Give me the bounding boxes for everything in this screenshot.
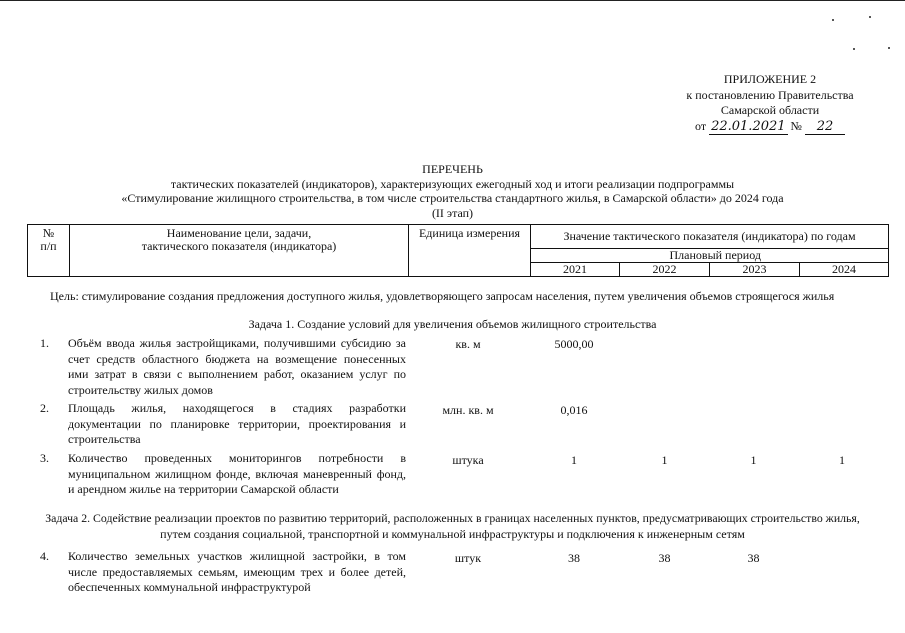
task2-title-cont: путем создания социальной, транспортной и коммунальной инфраструктуры и подключения к инженерным сетям	[160, 527, 745, 541]
header-name	[70, 225, 409, 277]
row-value-2023: 38	[747, 551, 760, 565]
row-value-2023: 1	[750, 453, 757, 467]
row-unit: кв. м	[455, 337, 481, 351]
title-stage: (II этап)	[431, 205, 474, 220]
number-sign: №	[790, 118, 802, 133]
row-indicator-text: Количество проведенных мониторингов потребности в муниципальном жилищном фонде, включая маневренный фонд, и арендном жилье на территории Самарской области	[68, 451, 406, 496]
row-number: 1.	[40, 336, 49, 350]
row-value-2022: 38	[658, 551, 671, 565]
goal-line: Цель: стимулирование создания предложения доступного жилья, удовлетворяющего запросам населения, путем увеличения объемов строящегося жилья	[50, 289, 835, 303]
row-number: 4.	[40, 549, 49, 563]
scan-speck	[888, 47, 890, 49]
header-year-2022: 2022	[620, 263, 710, 277]
header-unit: Единица измерения	[409, 225, 531, 277]
scan-speck	[853, 48, 855, 50]
row-indicator-text: Количество земельных участков жилищной застройки, в том числе предоставляемых семьям, имеющим трех и более детей, обеспеченных коммунальной инфраструктурой	[68, 549, 406, 594]
appendix-region: Самарской области	[720, 103, 820, 117]
header-num-line: п/п	[40, 239, 57, 253]
title-line: «Стимулирование жилищного строительства, в том числе строительства стандартного жилья, в Самарской области» до 2024 года	[121, 191, 784, 205]
row-value-2024: 1	[839, 453, 845, 467]
row-number: 2.	[40, 401, 49, 415]
task2-title: Задача 2. Содействие реализации проектов по развитию территорий, расположенных в границах населенных пунктов, предусматривающих строительство жилья,	[45, 511, 860, 525]
title-line: тактических показателей (индикаторов), характеризующих ежегодный ход и итоги реализации подпрограммы	[170, 176, 735, 191]
appendix-block	[640, 72, 900, 135]
header-num-line: №	[42, 226, 55, 240]
row-indicator-text: Площадь жилья, находящегося в стадиях разработки документации по планировке территории, проектирования и строительства	[68, 401, 406, 446]
handwritten-number: 22	[805, 119, 845, 136]
handwritten-date: 22.01.2021	[711, 118, 786, 134]
header-year-2023: 2023	[710, 263, 800, 277]
header-num	[28, 225, 70, 277]
row-value-2021: 0,016	[560, 403, 588, 417]
header-year-2024: 2024	[800, 263, 889, 277]
header-values: Значение тактического показателя (индикатора) по годам	[531, 225, 889, 249]
appendix-date-line	[640, 119, 900, 136]
row-unit: штук	[454, 551, 482, 565]
row-number: 3.	[40, 451, 49, 465]
header-name-line: тактического показателя (индикатора)	[141, 239, 337, 253]
appendix-subtitle: к постановлению Правительства	[686, 87, 854, 102]
date-prefix: от	[695, 118, 707, 133]
scan-top-border	[0, 0, 905, 1]
header-name-line: Наименование цели, задачи,	[166, 226, 312, 240]
row-unit: млн. кв. м	[442, 403, 494, 417]
appendix-title: ПРИЛОЖЕНИЕ 2	[723, 72, 817, 86]
scan-speck	[832, 19, 834, 21]
header-plan-period: Плановый период	[620, 249, 889, 263]
task1-title: Задача 1. Создание условий для увеличения объемов жилищного строительства	[248, 317, 657, 331]
scan-speck	[869, 16, 871, 18]
row-value-2021: 1	[571, 453, 577, 467]
document-title	[0, 162, 905, 220]
row-value-2021: 38	[568, 551, 580, 565]
row-unit: штука	[452, 453, 484, 467]
row-value-2022: 1	[661, 453, 668, 467]
indicators-table-header	[27, 224, 889, 277]
row-indicator-text: Объём ввода жилья застройщиками, получившими субсидию за счет средств областного бюджета на возмещение понесенных ими затрат в связи с выполнением работ, оказанием услуг по строительству жилых домов	[68, 336, 406, 397]
header-year-2021: 2021	[531, 263, 620, 277]
row-value-2021: 5000,00	[554, 337, 594, 351]
title-heading: ПЕРЕЧЕНЬ	[422, 162, 483, 176]
